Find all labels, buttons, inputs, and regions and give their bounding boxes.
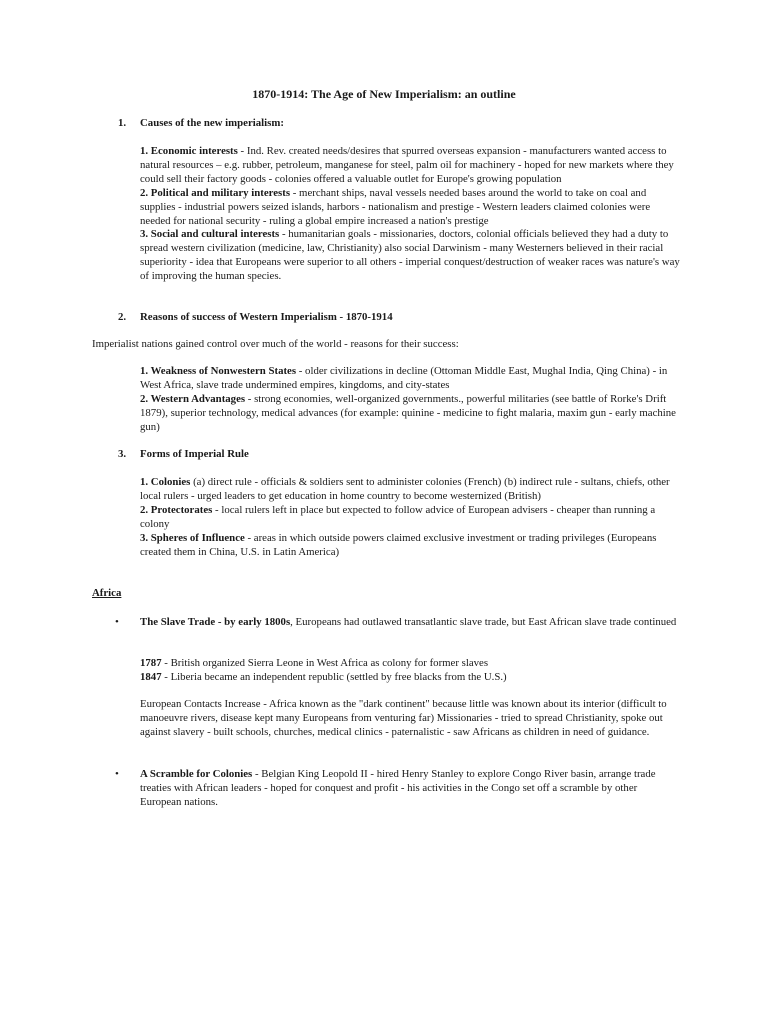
section-title: Forms of Imperial Rule: [140, 448, 249, 460]
reason-weakness: 1. Weakness of Nonwestern States - older civilizations in decline (Ottoman Middle East, Mughal India, Qing China) - in West Africa, slave trade undermined empires, kingdoms, and city-states: [140, 365, 668, 391]
scramble-block: [140, 768, 680, 810]
bullet-icon: •: [115, 768, 119, 780]
section-2-intro: Imperialist nations gained control over much of the world - reasons for their success:: [92, 338, 459, 350]
section-number: 2.: [118, 311, 127, 323]
slave-trade-block: [140, 616, 680, 630]
cause-economic: 1. Economic interests - Ind. Rev. created needs/desires that spurred overseas expansion - manufacturers wanted access to natural resources – e.g. rubber, petroleum, manganese for steel, palm oil for machinery - hoped for new markets where they could sell their factory goods - colonies offered a valuable outlet for Europe's growing population: [140, 145, 674, 185]
slave-trade-events: [140, 657, 680, 685]
event-1847: 1847 - Liberia became an independent republic (settled by free blacks from the U.S.): [140, 670, 507, 683]
section-title: Reasons of success of Western Imperialism - 1870-1914: [140, 311, 393, 323]
reason-advantages: 2. Western Advantages - strong economies, well-organized governments., powerful militaries (see battle of Rorke's Drift 1879), superior technology, medical advances (for example: quinine - medicine to fight malaria, maxim gun - early machine gun): [140, 392, 676, 433]
section-2-heading: [118, 311, 393, 325]
africa-heading: Africa: [92, 587, 122, 599]
section-2-body: [140, 365, 680, 435]
section-1-heading: [118, 117, 284, 131]
section-3-heading: [118, 448, 249, 462]
scramble-text: A Scramble for Colonies - Belgian King Leopold II - hired Henry Stanley to explore Congo River basin, arrange trade treaties with African leaders - hoped for conquest and profit - his activities in the Congo set off a scramble by other European nations.: [140, 768, 656, 808]
slave-trade-text: The Slave Trade - by early 1800s, Europeans had outlawed transatlantic slave trade, but East African slave trade continued: [140, 616, 677, 628]
section-number: 3.: [118, 448, 127, 460]
form-protectorates: 2. Protectorates - local rulers left in place but expected to follow advice of European advisers - cheaper than running a colony: [140, 503, 656, 530]
document-title: 1870-1914: The Age of New Imperialism: an outline: [252, 87, 516, 101]
section-title: Causes of the new imperialism:: [140, 117, 284, 129]
cause-political: 2. Political and military interests - merchant ships, naval vessels needed bases around the world to take on coal and supplies - industrial powers seized islands, harbors - nationalism and prestige - Western leaders claimed colonies were needed for national security - ruling a global empire increased a nation's prestige: [140, 186, 651, 227]
section-3-body: [140, 476, 680, 559]
event-1787: 1787 - British organized Sierra Leone in West Africa as colony for former slaves: [140, 657, 489, 669]
section-number: 1.: [118, 117, 127, 129]
cause-social: 3. Social and cultural interests - humanitarian goals - missionaries, doctors, colonial officials believed they had a duty to spread western civilization (medicine, law, Christianity) also social Darwinism - many Westerners believed in their racial superiority - idea that Europeans were superior to all others - imperial conquest/destruction of weaker races was nature's way of improving the human species.: [140, 228, 680, 283]
section-1-body: [140, 145, 680, 284]
form-colonies: 1. Colonies (a) direct rule - officials & soldiers sent to administer colonies (French) (b) indirect rule - sultans, chiefs, other local rulers - urged leaders to get education in home country to become westernized (British): [140, 476, 670, 502]
european-contacts-paragraph: European Contacts Increase - Africa known as the "dark continent" because little was known about its interior (difficult to manoeuvre rivers, disease kept many Europeans from venturing far) Missionaries - tried to spread Christianity, spoke out against slavery - built schools, churches, medical clinics - paternalistic - saw Africans as children in need of guidance.: [140, 698, 667, 738]
bullet-icon: •: [115, 616, 119, 628]
form-spheres: 3. Spheres of Influence - areas in which outside powers claimed exclusive investment or trading privileges (Europeans created them in China, U.S. in Latin America): [140, 531, 657, 558]
